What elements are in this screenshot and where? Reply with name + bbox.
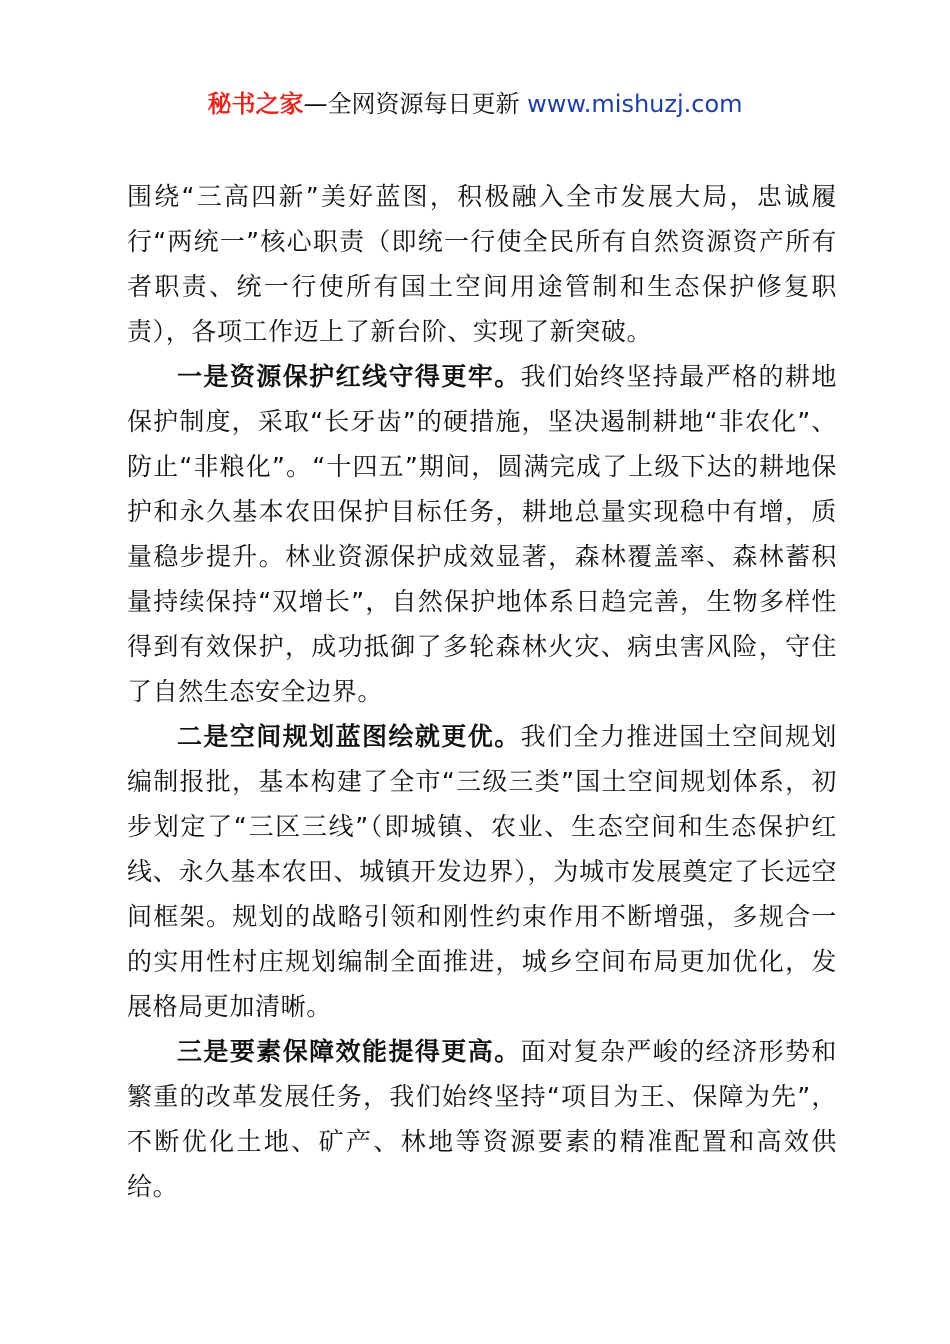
paragraph-lead: 三是要素保障效能提得更高。	[177, 1037, 521, 1066]
paragraph-factor-guarantee	[127, 1029, 837, 1209]
paragraph-lead: 一是资源保护红线守得更牢。	[177, 362, 521, 391]
paragraph-text: 围绕“三高四新”美好蓝图，积极融入全市发展大局，忠诚履行“两统一”核心职责（即统一行使全民所有自然资源资产所有者职责、统一行使所有国土空间用途管制和生态保护修复职责），各项工作迈上了新台阶、实现了新突破。	[127, 182, 837, 346]
paragraph-lead: 二是空间规划蓝图绘就更优。	[177, 722, 521, 751]
header-slogan: —全网资源每日更新	[303, 90, 528, 118]
paragraph-text: 面对复杂严峻的经济形势和繁重的改革发展任务，我们始终坚持“项目为王、保障为先”，不断优化土地、矿产、林地等资源要素的精准配置和高效供给。	[127, 1037, 838, 1201]
document-body	[127, 174, 837, 1209]
header-website-link[interactable]: www.mishuzj.com	[527, 90, 743, 118]
document-header	[0, 84, 950, 124]
paragraph-text: 我们始终坚持最严格的耕地保护制度，采取“长牙齿”的硬措施，坚决遏制耕地“非农化”、防止“非粮化”。“十四五”期间，圆满完成了上级下达的耕地保护和永久基本农田保护目标任务，耕地总量实现稳中有增，质量稳步提升。林业资源保护成效显著，森林覆盖率、森林蓄积量持续保持“双增长”，自然保护地体系日趋完善，生物多样性得到有效保护，成功抵御了多轮森林火灾、病虫害风险，守住了自然生态安全边界。	[127, 362, 838, 706]
header-brand: 秘书之家	[207, 90, 304, 118]
paragraph-resource-protection	[127, 354, 837, 714]
paragraph-text: 我们全力推进国土空间规划编制报批，基本构建了全市“三级三类”国土空间规划体系，初步划定了“三区三线”（即城镇、农业、生态空间和生态保护红线、永久基本农田、城镇开发边界），为城市发展奠定了长远空间框架。规划的战略引领和刚性约束作用不断增强，多规合一的实用性村庄规划编制全面推进，城乡空间布局更加优化，发展格局更加清晰。	[127, 722, 838, 1021]
paragraph-spatial-planning	[127, 714, 837, 1029]
paragraph-intro	[127, 174, 837, 354]
